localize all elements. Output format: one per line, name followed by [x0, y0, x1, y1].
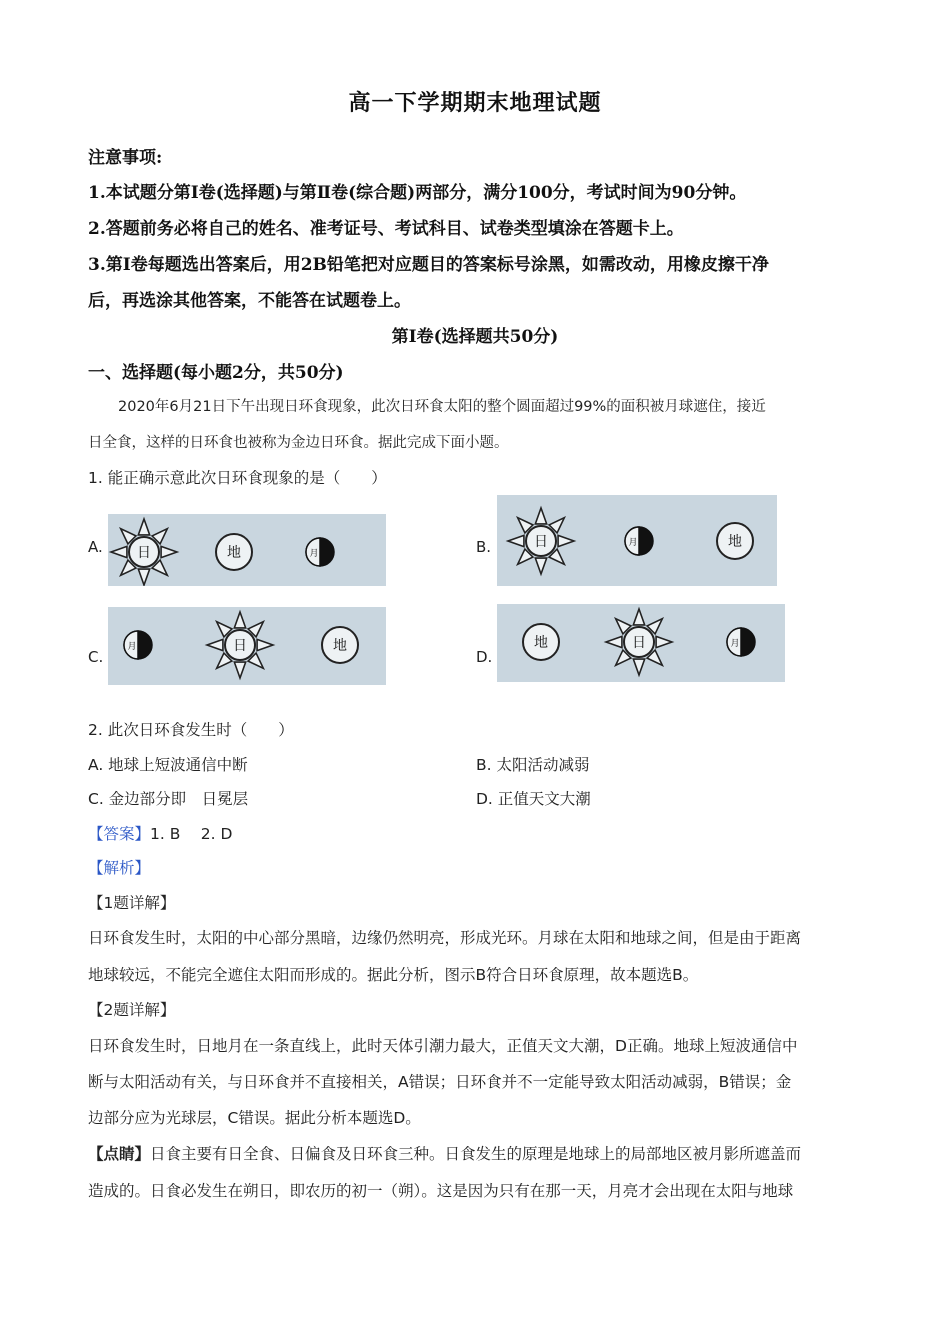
- q1-stem: 1. 能正确示意此次日环食现象的是（ ）: [88, 469, 387, 487]
- detail1-line-1: 日环食发生时，太阳的中心部分黑暗，边缘仍然明亮，形成光环。月球在太阳和地球之间，但是由于距离: [88, 929, 802, 947]
- q2-option-d: D. 正值天文大潮: [476, 790, 591, 808]
- answer-line: [88, 822, 232, 844]
- sun-icon: [207, 612, 273, 678]
- figure-b-svg: [497, 495, 777, 586]
- analysis-tag: 【解析】: [88, 859, 151, 877]
- q2-stem: 2. 此次日环食发生时（ ）: [88, 721, 294, 739]
- pointer-tag: 【点睛】: [88, 1145, 151, 1163]
- sun-label: 日: [233, 638, 247, 654]
- q2-option-a: A. 地球上短波通信中断: [88, 756, 248, 774]
- earth-icon: [216, 534, 252, 570]
- moon-icon: [727, 628, 755, 656]
- q1-option-c-letter: C.: [88, 648, 104, 666]
- passage-line-1: 2020年6月21日下午出现日环食现象，此次日环食太阳的整个圆面超过99%的面积被月球遮住，接近: [118, 399, 766, 415]
- pointer-line-2: 造成的。日食必发生在朔日，即农历的初一（朔）。这是因为只有在那一天，月亮才会出现在太阳与地球: [88, 1182, 794, 1200]
- earth-icon: [717, 523, 753, 559]
- notice-heading: 注意事项:: [88, 148, 163, 168]
- earth-label: 地: [333, 638, 347, 654]
- notice-item-1: 1.本试题分第Ⅰ卷(选择题)与第Ⅱ卷(综合题)两部分，满分100分，考试时间为90分钟。: [88, 183, 747, 203]
- figure-a-svg: [108, 514, 386, 586]
- sun-icon: [111, 519, 177, 585]
- q2-option-b: B. 太阳活动减弱: [476, 756, 590, 774]
- q1-option-a-letter: A.: [88, 538, 103, 556]
- earth-label: 地: [227, 545, 241, 561]
- earth-label: 地: [534, 635, 548, 651]
- sun-label: 日: [137, 545, 151, 561]
- detail2-line-1: 日环食发生时，日地月在一条直线上，此时天体引潮力最大，正值天文大潮，D正确。地球上短波通信中: [88, 1037, 798, 1055]
- pointer-first-line: 日食主要有日全食、日偏食及日环食三种。日食发生的原理是地球上的局部地区被月影所遮盖而: [150, 1145, 802, 1163]
- sun-icon: [508, 508, 574, 574]
- q1-option-a-figure: [108, 514, 386, 586]
- notice-item-3-cont: 后，再选涂其他答案，不能答在试题卷上。: [88, 291, 411, 311]
- section-title: 一、选择题(每小题2分，共50分): [88, 363, 344, 383]
- moon-label: 月: [730, 639, 740, 649]
- q1-option-d-figure: [497, 604, 785, 682]
- detail2-line-3: 边部分应为光球层，C错误。据此分析本题选D。: [88, 1109, 421, 1127]
- moon-label: 月: [309, 549, 319, 559]
- earth-label: 地: [728, 534, 742, 550]
- moon-icon: [124, 631, 152, 659]
- page-title: 高一下学期期末地理试题: [348, 90, 602, 116]
- sun-icon: [606, 609, 672, 675]
- moon-icon: [625, 527, 653, 555]
- answer-text: 1. B 2. D: [150, 825, 233, 843]
- sun-label: 日: [534, 534, 548, 550]
- q1-option-c-figure: [108, 607, 386, 685]
- notice-item-3: 3.第Ⅰ卷每题选出答案后，用2B铅笔把对应题目的答案标号涂黑，如需改动，用橡皮擦干净: [88, 255, 769, 275]
- moon-icon: [306, 538, 334, 566]
- sun-label: 日: [632, 635, 646, 651]
- figure-c-svg: [108, 607, 386, 685]
- figure-d-svg: [497, 604, 785, 682]
- answer-tag: 【答案】: [88, 825, 151, 843]
- passage-line-2: 日全食，这样的日环食也被称为金边日环食。据此完成下面小题。: [88, 435, 509, 451]
- q1-option-d-letter: D.: [476, 648, 493, 666]
- volume-title: 第Ⅰ卷(选择题共50分): [391, 327, 559, 347]
- q1-option-b-letter: B.: [476, 538, 492, 556]
- moon-label: 月: [127, 642, 137, 652]
- detail1-line-2: 地球较远，不能完全遮住太阳而形成的。据此分析，图示B符合日环食原理，故本题选B。: [88, 966, 699, 984]
- earth-icon: [523, 624, 559, 660]
- moon-label: 月: [628, 538, 638, 548]
- earth-icon: [322, 627, 358, 663]
- detail2-tag: 【2题详解】: [88, 1001, 176, 1019]
- detail2-line-2: 断与太阳活动有关，与日环食并不直接相关，A错误；日环食并不一定能导致太阳活动减弱，B错误；金: [88, 1073, 792, 1091]
- pointer-line-1: [88, 1142, 801, 1164]
- notice-item-2: 2.答题前务必将自己的姓名、准考证号、考试科目、试卷类型填涂在答题卡上。: [88, 219, 684, 239]
- q2-option-c: C. 金边部分即 日冕层: [88, 790, 249, 808]
- detail1-tag: 【1题详解】: [88, 894, 176, 912]
- q1-option-b-figure: [497, 495, 777, 586]
